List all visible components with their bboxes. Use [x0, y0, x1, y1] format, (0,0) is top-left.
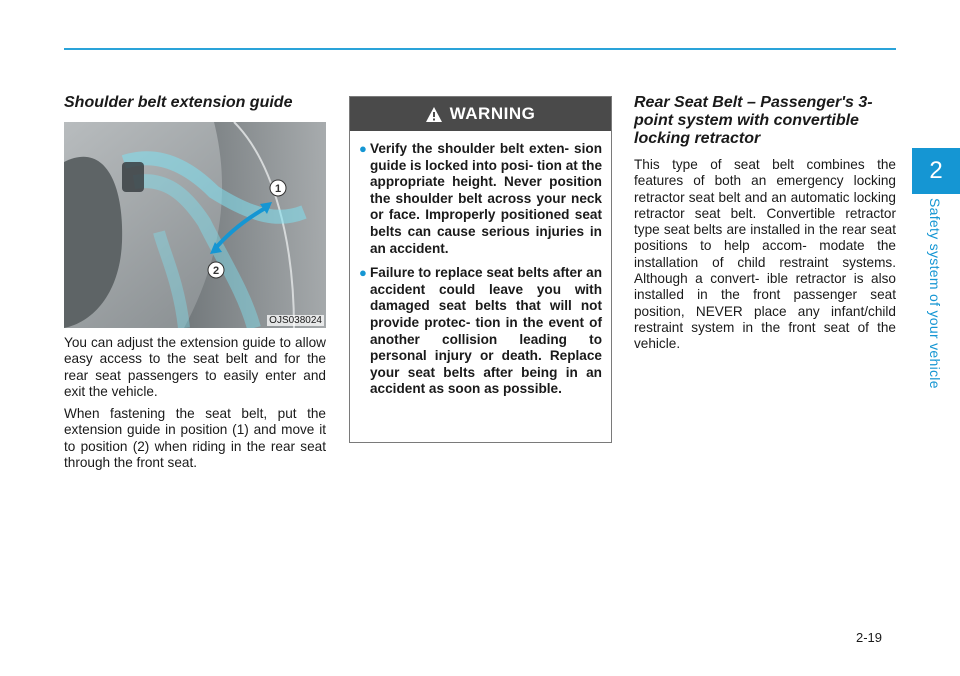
warning-item-text: Failure to replace seat belts after an accident could leave you with damaged seat belts that will not provide protec- tion in the event of another collision leading to personal injury or death. Replace your seat belts after being in an accident as soon as possible.	[370, 265, 602, 397]
paragraph-extension-guide-2: When fastening the seat belt, put the extension guide in position (1) and move it to position (2) when riding in the rear seat through the front seat.	[64, 406, 326, 471]
warning-triangle-icon	[426, 107, 442, 122]
warning-list	[350, 131, 611, 398]
warning-item-text: Verify the shoulder belt exten- sion guide is locked into posi- tion at the appropriate height. Never position the shoulder belt across your neck or face. Improperly positioned seat belts can cause serious injuries in an accident.	[370, 141, 602, 256]
section-heading-rear-seat-belt: Rear Seat Belt – Passenger's 3-point system with convertible locking retractor	[634, 94, 873, 147]
extension-guide-figure	[64, 122, 326, 328]
bullet-dot-icon: ●	[359, 265, 367, 281]
extension-guide-illustration	[64, 122, 326, 328]
header-rule	[64, 48, 896, 50]
warning-item	[360, 141, 602, 257]
paragraph-extension-guide-1: You can adjust the extension guide to allow easy access to the seat belt and for the rear seat passengers to easily enter and exit the vehicle.	[64, 335, 326, 399]
page-number: 2-19	[856, 630, 883, 645]
chapter-title: Safety system of your vehicle	[927, 198, 943, 389]
callout-1: 1	[274, 183, 282, 195]
chapter-number: 2	[929, 157, 943, 184]
chapter-number-tab	[912, 148, 960, 194]
callout-2: 2	[212, 265, 220, 277]
bullet-dot-icon: ●	[359, 141, 367, 156]
figure-code: OJS038024	[269, 315, 322, 326]
warning-item	[360, 265, 602, 398]
right-column	[634, 94, 896, 359]
left-column	[64, 94, 326, 477]
warning-title: WARNING	[449, 104, 536, 123]
paragraph-rear-seat-belt: This type of seat belt combines the features of both an emergency locking retractor seat belt and an automatic locking retractor seat belt. Convertible retractor type seat belts are installed in the rear seat positions to help accom- modate the installation of child restraint systems. Although a convert- ible retractor is also installed in the front passenger seat position, NEVER place any infant/child restraint system in the front seat of the vehicle.	[634, 157, 896, 352]
warning-header	[350, 97, 611, 131]
warning-box	[349, 96, 612, 443]
section-heading-extension-guide: Shoulder belt extension guide	[64, 94, 293, 111]
